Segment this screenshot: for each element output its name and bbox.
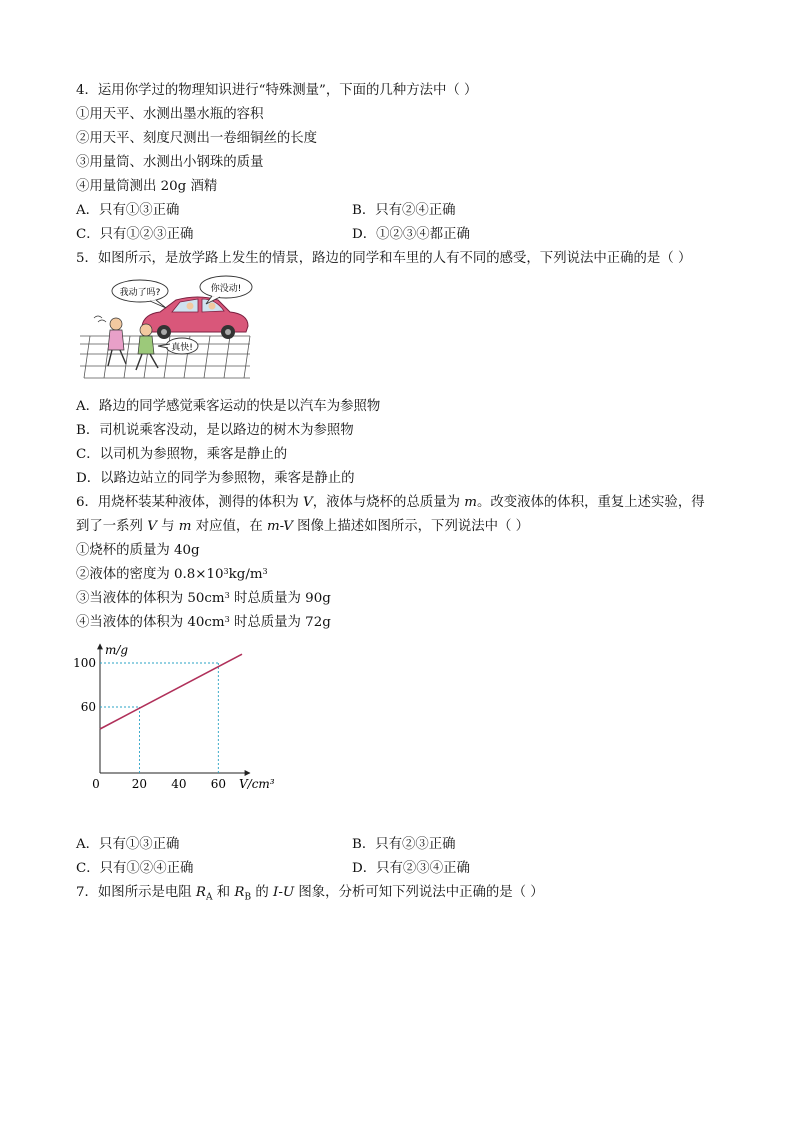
q4-option-c[interactable]: C．只有①②③正确: [76, 227, 194, 242]
q6-var-m: m: [178, 519, 192, 534]
q7-var-iu: I-U: [273, 885, 295, 900]
q6-s2-unit: kg/m: [228, 567, 263, 582]
q6-var-v: V: [147, 519, 157, 534]
q4-statement-4: ④用量筒测出 20g 酒精: [76, 179, 218, 194]
q7-var-r: R: [195, 885, 206, 900]
q4-option-a[interactable]: A．只有①③正确: [76, 203, 180, 218]
bubble-text-3: 真快!: [171, 343, 193, 353]
q6-stem-text: 对应值，在: [191, 519, 267, 534]
street-scene-image: [80, 274, 260, 382]
q5-illustration: [80, 274, 260, 382]
q7-sub-b: B: [244, 892, 252, 903]
q6-var-mv: m-V: [266, 519, 293, 534]
q6-stem-text: 到了一系列: [76, 519, 148, 534]
q4-statement-3: ③用量筒、水测出小钢珠的质量: [76, 155, 264, 170]
q6-stem-line-2: [76, 518, 529, 536]
q7-var-r: R: [234, 885, 245, 900]
q6-stem-text: 。改变液体的体积，重复上述实验，得: [476, 495, 705, 510]
q6-s3-text: 时总质量为 90g: [229, 591, 331, 606]
q5-option-b[interactable]: B．司机说乘客没动，是以路边的树木为参照物: [76, 423, 354, 438]
bubble-text-2: 你没动!: [210, 284, 242, 294]
q4-statement-2: ②用天平、刻度尺测出一卷细铜丝的长度: [76, 131, 318, 146]
q6-mv-chart: [72, 640, 282, 796]
x-tick-label-60: 60: [210, 777, 226, 791]
q6-stem-line-1: [76, 494, 705, 512]
y-tick-label-60: 60: [80, 700, 96, 714]
q4-statement-1: ①用天平、水测出墨水瓶的容积: [76, 107, 264, 122]
mv-chart-svg: [72, 640, 282, 796]
y-axis-label: m/g: [105, 643, 129, 657]
q6-var-m: m: [464, 495, 477, 510]
q6-stem-text: 图像上描述如图所示，下列说法中（ ）: [292, 519, 530, 534]
q7-sub-a: A: [206, 892, 213, 903]
x-axis-label: V/cm³: [239, 777, 275, 791]
q5-stem: 5．如图所示，是放学路上发生的情景，路边的同学和车里的人有不同的感受，下列说法中正确的是（ ）: [76, 251, 692, 266]
q5-option-a[interactable]: A．路边的同学感觉乘客运动的快是以汽车为参照物: [76, 399, 381, 414]
q6-option-a[interactable]: A．只有①③正确: [76, 837, 180, 852]
q6-s3-exponent: 3: [224, 591, 230, 600]
bubble-text-1: 我动了吗?: [119, 288, 161, 298]
q7-stem-text: 7．如图所示是电阻: [76, 885, 196, 900]
q6-s2-unit-exponent: 3: [262, 567, 268, 576]
x-tick-label-40: 40: [171, 777, 187, 791]
y-tick-label-100: 100: [73, 656, 96, 670]
q4-stem: 4．运用你学过的物理知识进行“特殊测量”，下面的几种方法中（ ）: [76, 83, 478, 98]
q6-statement-4: [76, 614, 331, 632]
q4-option-b[interactable]: B．只有②④正确: [352, 203, 456, 218]
q7-stem-text: 的: [251, 885, 274, 900]
q7-stem-text: 图象，分析可知下列说法中正确的是（ ）: [294, 885, 544, 900]
q6-s3-text: ③当液体的体积为 50cm: [76, 591, 225, 606]
speech-bubble-3: [158, 338, 198, 354]
q5-option-c[interactable]: C．以司机为参照物，乘客是静止的: [76, 447, 288, 462]
q6-stem-text: 6．用烧杯装某种液体，测得的体积为: [76, 495, 304, 510]
q6-statement-2: [76, 566, 268, 584]
q6-stem-text: 与: [156, 519, 179, 534]
q7-stem: [76, 884, 544, 907]
q6-option-b[interactable]: B．只有②③正确: [352, 837, 456, 852]
series-line-0: [100, 654, 242, 729]
q6-s2-text: ②液体的密度为 0.8×10: [76, 567, 224, 582]
q6-s4-exponent: 3: [224, 615, 230, 624]
q6-statement-3: [76, 590, 331, 608]
q6-s4-text: 时总质量为 72g: [229, 615, 331, 630]
q6-stem-text: ，液体与烧杯的总质量为: [312, 495, 465, 510]
road-lines: [80, 336, 250, 378]
q6-option-c[interactable]: C．只有①②④正确: [76, 861, 194, 876]
q6-s2-exponent: 3: [223, 567, 229, 576]
x-tick-label-20: 20: [131, 777, 148, 791]
q6-statement-1: ①烧杯的质量为 40g: [76, 543, 200, 558]
q6-s4-text: ④当液体的体积为 40cm: [76, 615, 225, 630]
q4-option-d[interactable]: D．①②③④都正确: [352, 227, 470, 242]
speech-bubble-1: [112, 280, 168, 308]
x-tick-label-0: 0: [92, 777, 100, 791]
q5-option-d[interactable]: D．以路边站立的同学为参照物，乘客是静止的: [76, 471, 355, 486]
q6-var-v: V: [303, 495, 313, 510]
q6-option-d[interactable]: D．只有②③④正确: [352, 861, 470, 876]
q7-stem-text: 和: [212, 885, 235, 900]
